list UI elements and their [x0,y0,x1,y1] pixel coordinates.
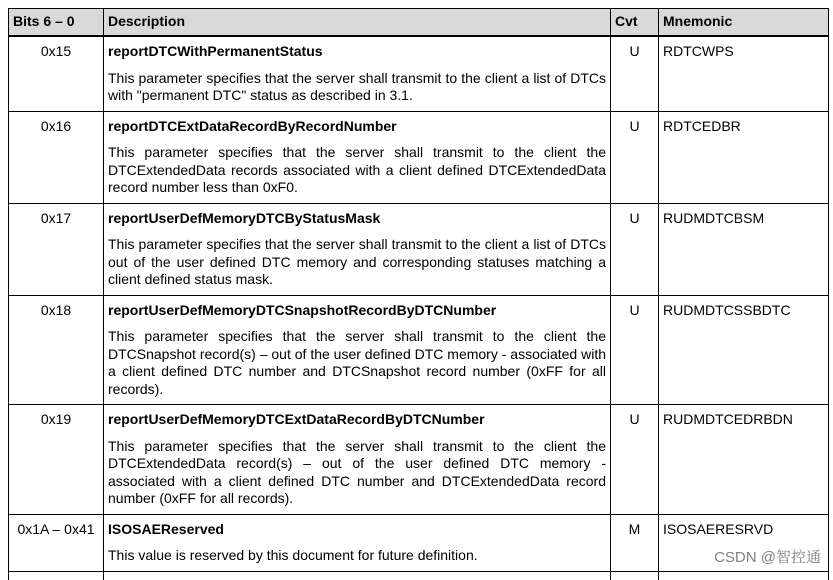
row-parameter-text: This parameter specifies that the server shall transmit to the client the DTCExtendedData record(s) – out of the user defined DTC memory - associated with a client defined DTC number and DTCExtendedData record number (0xFF for all records). [108,437,606,506]
row-parameter-text: This parameter specifies that the server shall transmit to the client a list of DTCs with "permanent DTC" status as described in 3.1. [108,69,606,103]
row-parameter-name: reportDTCWithPermanentStatus [108,43,323,59]
row-bits: 0x18 [9,295,104,405]
row-mnemonic: RUDMDTCBSM [659,203,829,295]
row-parameter-text: This parameter specifies that the server shall transmit to the client the DTCSnapshot record(s) – out of the user defined DTC memory - associated with a client defined DTC number and DTCSnapshot record number (0xFF for all records). [108,328,606,397]
row-mnemonic: RUDMDTCSSBDTC [659,295,829,405]
row-description [104,295,611,405]
header-mnemonic: Mnemonic [659,9,829,37]
row-parameter-name: ISOSAEReserved [108,520,224,537]
row-description [104,203,611,295]
row-bits: 0x17 [9,203,104,295]
row-bits: 0x19 [9,405,104,515]
row-parameter-text: This parameter specifies that the server shall transmit to the client a list of DTCs out of the user defined DTC memory and corresponding statuses matching a client defined status mask. [108,236,606,287]
row-parameter-name: reportDTCExtDataRecordByRecordNumber [108,117,397,134]
row-mnemonic: ISOSAERESRVD [659,514,829,571]
row-cvt: M [611,514,659,571]
table-row [9,203,829,295]
row-cvt: U [611,36,659,111]
table-row [9,36,829,111]
table-row [9,405,829,515]
table-row [9,111,829,203]
row-description [104,36,611,111]
row-bits: 0x16 [9,111,104,203]
row-parameter-name: reportUserDefMemoryDTCExtDataRecordByDTCNumber [108,411,485,427]
header-description: Description [104,9,611,37]
row-parameter-name: reportUserDefMemoryDTCByStatusMask [108,209,381,226]
row-parameter-text: This value is reserved by this document for future definition. [108,547,478,563]
row-cvt: U [611,405,659,515]
watermark: CSDN @智控通 [714,549,821,566]
row-cvt: U [611,111,659,203]
row-bits: 0x15 [9,36,104,111]
row-description [104,514,611,571]
row-mnemonic: RDTCWPS [659,36,829,111]
table-row-cut-off [9,571,829,580]
row-parameter-text: This parameter specifies that the server shall transmit to the client the DTCExtendedData records associated with a client defined DTCExtendedData record number less than 0xF0. [108,144,606,195]
table-header-row [9,9,829,37]
row-parameter-name: reportUserDefMemoryDTCSnapshotRecordByDTCNumber [108,301,497,318]
row-bits: 0x1A – 0x41 [9,514,104,571]
row-description [104,111,611,203]
table-row [9,295,829,405]
header-bits: Bits 6 – 0 [9,9,104,37]
row-description [104,405,611,515]
row-cvt: U [611,295,659,405]
row-mnemonic: RUDMDTCEDRBDN [659,405,829,515]
subfunction-table [8,8,829,580]
row-cvt: U [611,203,659,295]
table-row [9,514,829,571]
header-cvt: Cvt [611,9,659,37]
row-mnemonic: RDTCEDBR [659,111,829,203]
